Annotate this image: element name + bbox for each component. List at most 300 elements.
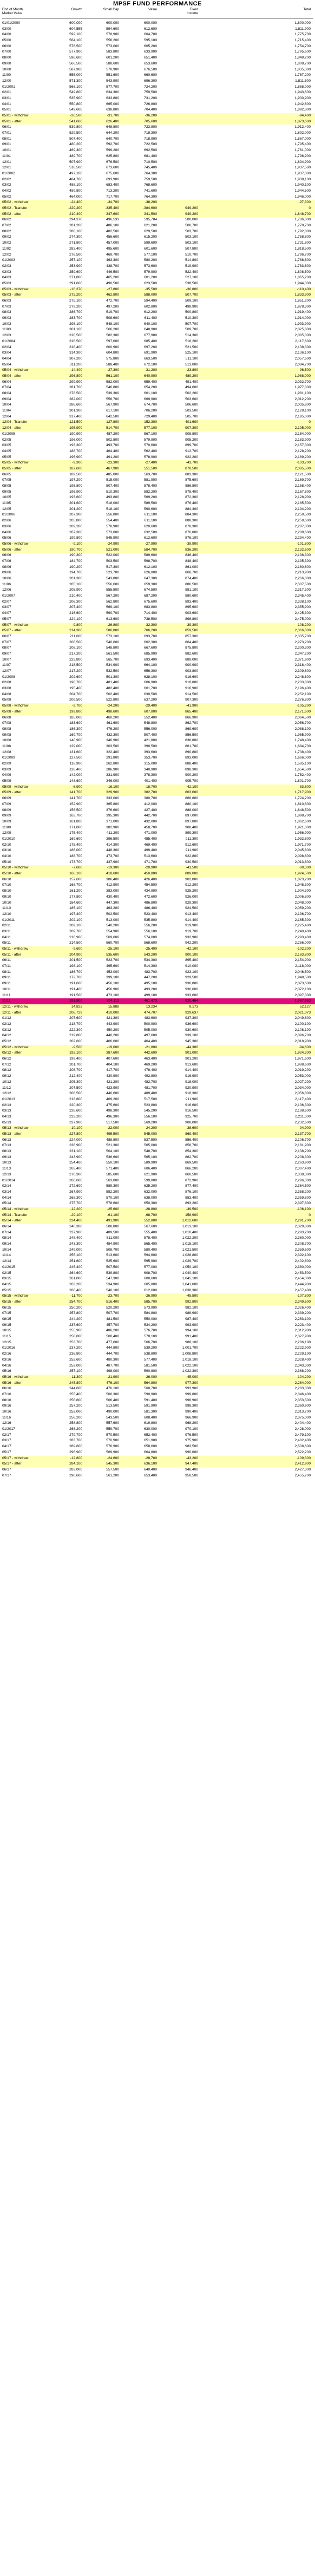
fixed-income-cell: -45,000 — [186, 1375, 198, 1379]
value-cell: 478,400 — [144, 1068, 157, 1073]
growth-cell: 550,800 — [69, 102, 82, 106]
total-cell: 2,353,500 — [294, 1398, 311, 1402]
total-cell: 1,811,500 — [295, 79, 311, 83]
growth-cell: 216,600 — [69, 611, 82, 616]
date-cell: 09/01 — [2, 142, 11, 147]
date-cell: 02/05 — [2, 437, 11, 442]
date-cell: 12/04 - after — [2, 426, 22, 430]
small-cap-cell: 480,300 — [106, 1357, 119, 1362]
table-row — [0, 697, 315, 703]
value-cell: 469,200 — [144, 1062, 157, 1067]
total-cell: 2,188,600 — [294, 1109, 311, 1113]
total-cell: 1,654,500 — [294, 767, 311, 772]
fixed-income-cell: 902,800 — [185, 877, 198, 881]
value-cell: 611,100 — [144, 519, 157, 523]
date-cell: 10/04 — [2, 403, 11, 407]
fixed-income-cell: 914,500 — [185, 692, 198, 696]
total-cell: 2,307,400 — [294, 1167, 311, 1171]
value-cell: 693,400 — [144, 657, 157, 662]
growth-cell: 541,600 — [69, 119, 82, 123]
growth-cell: 190,700 — [69, 547, 82, 552]
value-cell: 595,784 — [144, 218, 157, 222]
small-cap-cell: 573,100 — [106, 634, 119, 638]
date-cell: 01/2016 — [2, 1346, 15, 1350]
date-cell: 08/11 — [2, 970, 11, 974]
value-cell: 663,500 — [144, 356, 157, 361]
fixed-income-cell: 1,038,300 — [182, 1288, 198, 1292]
total-cell: 1,796,700 — [294, 252, 311, 257]
total-cell: 2,072,100 — [294, 987, 311, 991]
small-cap-cell: -335,400 — [104, 206, 119, 210]
table-row — [0, 148, 315, 154]
fixed-income-cell: 503,600 — [185, 397, 198, 401]
small-cap-cell: 504,100 — [106, 1149, 119, 1154]
value-cell: 650,300 — [144, 1201, 157, 1206]
table-row — [0, 605, 315, 611]
growth-cell: 576,500 — [69, 44, 82, 48]
date-cell: 06/08 — [2, 715, 11, 720]
small-cap-cell: 561,100 — [106, 374, 119, 378]
table-row — [0, 1473, 315, 1479]
date-cell: 09/03 — [2, 316, 11, 321]
table-row — [0, 234, 315, 240]
growth-cell: 252,000 — [69, 1410, 82, 1414]
small-cap-cell: 456,900 — [106, 987, 119, 991]
growth-cell: 194,700 — [69, 571, 82, 575]
total-cell: 1,868,000 — [294, 84, 311, 89]
total-cell: 2,428,000 — [294, 1427, 311, 1431]
fixed-income-cell: -41,500 — [186, 866, 198, 870]
value-cell: 489,400 — [144, 1091, 157, 1096]
header-total: Total — [303, 8, 311, 11]
table-row — [0, 755, 315, 761]
value-cell: 692,500 — [144, 148, 157, 153]
growth-cell: 216,900 — [69, 935, 82, 939]
fixed-income-cell: 888,300 — [185, 519, 198, 523]
growth-cell: 254,400 — [69, 1161, 82, 1165]
small-cap-cell: 523,700 — [106, 958, 119, 963]
date-cell: 09/08 — [2, 733, 11, 737]
date-cell: 04/16 — [2, 1363, 11, 1368]
small-cap-cell: 543,900 — [106, 79, 119, 83]
growth-cell: 298,100 — [69, 322, 82, 326]
total-cell: -97,300 — [298, 200, 311, 205]
fixed-income-cell: 505,700 — [185, 414, 198, 419]
small-cap-cell: 489,500 — [106, 1230, 119, 1234]
total-cell: 2,355,900 — [294, 605, 311, 610]
date-cell: 02/07 — [2, 599, 11, 604]
growth-cell: 201,600 — [69, 501, 82, 506]
date-cell: 01/2014 — [2, 1178, 15, 1182]
table-row — [0, 576, 315, 582]
fixed-income-cell: 1,012,600 — [182, 1219, 198, 1223]
growth-cell: 207,400 — [69, 605, 82, 610]
total-cell: 2,085,500 — [294, 466, 311, 470]
small-cap-cell: 496,300 — [106, 1114, 119, 1119]
growth-cell: 260,600 — [69, 1178, 82, 1182]
fixed-income-cell: 881,100 — [185, 588, 198, 592]
fixed-income-cell: 930,600 — [185, 1028, 198, 1032]
growth-cell: 223,800 — [69, 657, 82, 662]
growth-cell: 209,700 — [69, 929, 82, 933]
fixed-income-cell: 987,400 — [185, 1317, 198, 1321]
total-cell: 2,412,900 — [294, 1462, 311, 1466]
total-cell: 1,795,400 — [294, 142, 311, 147]
table-row — [0, 1375, 315, 1381]
value-cell: 659,400 — [144, 380, 157, 384]
total-cell: -106,100 — [296, 1207, 311, 1211]
total-cell: 1,977,300 — [294, 385, 311, 390]
small-cap-cell: 410,000 — [106, 1010, 119, 1015]
fixed-income-cell: 990,600 — [185, 1450, 198, 1454]
value-cell: 591,900 — [144, 1404, 157, 1408]
fixed-income-cell: 916,600 — [185, 1103, 198, 1107]
value-cell: 664,800 — [144, 1450, 157, 1454]
value-cell: 599,800 — [144, 1178, 157, 1182]
value-cell: 674,500 — [144, 588, 157, 592]
small-cap-cell: 498,300 — [106, 1109, 119, 1113]
table-row — [0, 1022, 315, 1028]
table-row — [0, 727, 315, 733]
fixed-income-cell: -42,100 — [186, 784, 198, 789]
value-cell: 601,200 — [144, 276, 157, 280]
total-cell: 2,475,000 — [294, 617, 311, 621]
small-cap-cell: 516,400 — [106, 1299, 119, 1304]
fixed-income-cell: 869,600 — [185, 727, 198, 731]
page-title: MPSF FUND PERFORMANCE — [113, 1, 202, 7]
date-cell: 01/2011 — [2, 918, 15, 922]
growth-cell: 261,000 — [69, 1277, 82, 1281]
small-cap-cell: -25,600 — [107, 1207, 119, 1211]
small-cap-cell: 491,900 — [106, 1219, 119, 1223]
small-cap-cell: 518,000 — [106, 501, 119, 506]
value-cell: 685,900 — [144, 651, 157, 656]
table-row — [0, 663, 315, 669]
total-cell: 2,045,600 — [294, 848, 311, 853]
value-cell: 340,900 — [144, 767, 157, 772]
date-cell: 05/09 - after — [2, 790, 22, 795]
table-row — [0, 946, 315, 952]
table-row — [0, 1369, 315, 1375]
table-row — [0, 1433, 315, 1439]
value-cell: 726,800 — [144, 102, 157, 106]
growth-cell: 199,800 — [69, 709, 82, 714]
table-row — [0, 1386, 315, 1392]
value-cell: -36,200 — [145, 114, 157, 117]
value-cell: 505,000 — [144, 1028, 157, 1032]
table-row — [0, 935, 315, 941]
total-cell: 0 — [309, 420, 311, 424]
fixed-income-cell: 922,200 — [185, 455, 198, 459]
date-cell: 02/01 — [2, 90, 11, 95]
small-cap-cell: 567,900 — [106, 403, 119, 407]
fixed-income-cell: 992,800 — [185, 1299, 198, 1304]
date-cell: 03/01 — [2, 96, 11, 100]
fixed-income-cell: 872,900 — [185, 1178, 198, 1182]
table-row — [0, 796, 315, 802]
date-cell: 06/14 — [2, 1225, 11, 1228]
value-cell: 517,500 — [144, 1097, 157, 1101]
small-cap-cell: 457,700 — [106, 1323, 119, 1327]
growth-cell: 257,100 — [69, 1369, 82, 1374]
fixed-income-cell: 893,000 — [185, 756, 198, 760]
total-cell: 2,338,100 — [294, 599, 311, 604]
fixed-income-cell: 522,400 — [185, 270, 198, 274]
table-row — [0, 1050, 315, 1056]
table-row — [0, 165, 315, 171]
small-cap-cell: 365,800 — [106, 802, 119, 806]
table-row — [0, 958, 315, 964]
date-cell: 12/08 — [2, 750, 11, 754]
total-cell: 0 — [309, 1213, 311, 1217]
value-cell: 471,000 — [144, 831, 157, 835]
value-cell: 589,600 — [144, 553, 157, 558]
small-cap-cell: 495,600 — [106, 964, 119, 969]
fixed-income-cell: 848,400 — [185, 559, 198, 563]
value-cell: 581,500 — [144, 1363, 157, 1368]
growth-cell: 168,700 — [69, 883, 82, 887]
table-row — [0, 512, 315, 518]
fixed-income-cell: 903,600 — [185, 611, 198, 616]
small-cap-cell: 481,400 — [106, 681, 119, 685]
table-row — [0, 420, 315, 426]
date-cell: 12/01 — [2, 160, 11, 164]
total-cell: 1,585,100 — [294, 762, 311, 766]
total-cell: 2,117,400 — [295, 1097, 311, 1101]
table-row — [0, 1288, 315, 1294]
total-cell: 2,211,300 — [295, 1114, 311, 1119]
fixed-income-cell: 929,637 — [185, 1010, 198, 1015]
date-cell: 05/16 — [2, 1369, 11, 1374]
date-cell: 09/07 — [2, 651, 11, 656]
value-cell: -28,700 — [145, 1456, 157, 1460]
small-cap-cell: 485,000 — [106, 472, 119, 476]
date-cell: 12/09 — [2, 831, 11, 835]
small-cap-cell: 498,000 — [106, 1369, 119, 1374]
growth-cell: 185,000 — [69, 715, 82, 720]
date-cell: 12/14 — [2, 1259, 11, 1264]
small-cap-cell: 481,500 — [106, 1317, 119, 1321]
small-cap-cell: 423,900 — [106, 1086, 119, 1090]
growth-cell: 161,800 — [69, 819, 82, 823]
fixed-income-cell: 939,100 — [185, 1034, 198, 1038]
fixed-income-cell: 901,000 — [185, 1051, 198, 1055]
date-cell: 05/05 — [2, 455, 11, 459]
date-cell: 10/13 — [2, 1161, 11, 1165]
value-cell: 590,800 — [144, 1369, 157, 1374]
value-cell: 768,600 — [144, 183, 157, 187]
total-cell: 2,347,200 — [294, 651, 311, 656]
growth-cell: 529,500 — [69, 131, 82, 135]
table-row — [0, 264, 315, 270]
fixed-income-cell: 503,700 — [185, 229, 198, 233]
fixed-income-cell: 890,800 — [185, 750, 198, 754]
small-cap-cell: 522,000 — [106, 553, 119, 558]
total-cell: 2,457,400 — [294, 1288, 311, 1292]
growth-cell: 252,600 — [69, 1357, 82, 1362]
value-cell: 412,000 — [144, 802, 157, 806]
table-row — [0, 888, 315, 894]
fixed-income-cell: 946,400 — [185, 1467, 198, 1472]
table-row — [0, 119, 315, 125]
small-cap-cell: 518,100 — [106, 507, 119, 511]
value-cell: 563,700 — [144, 472, 157, 476]
date-cell: 05/08 - withdraw — [2, 704, 29, 708]
small-cap-cell: 453,000 — [106, 970, 119, 974]
fixed-income-cell: 858,700 — [185, 1143, 198, 1148]
small-cap-cell: 640,700 — [106, 136, 119, 141]
value-cell: 710,500 — [144, 160, 157, 164]
growth-cell: 206,500 — [69, 640, 82, 644]
total-cell: 1,754,700 — [294, 44, 311, 48]
total-cell: 2,225,400 — [294, 924, 311, 928]
total-cell: 1,835,300 — [294, 67, 311, 71]
growth-cell: 169,600 — [69, 836, 82, 841]
value-cell: 704,400 — [144, 108, 157, 112]
date-cell: 11/14 — [2, 1253, 11, 1258]
fixed-income-cell: -38,600 — [186, 1126, 198, 1130]
fixed-income-cell: 930,800 — [185, 982, 198, 986]
fixed-income-cell: 158,900 — [185, 1213, 198, 1217]
small-cap-cell: 592,700 — [106, 142, 119, 147]
growth-cell: 263,400 — [69, 1167, 82, 1171]
fixed-income-cell: 502,200 — [185, 391, 198, 395]
small-cap-cell: 585,600 — [106, 1172, 119, 1176]
value-cell: 565,000 — [144, 1143, 157, 1148]
total-cell: 2,326,400 — [294, 1305, 311, 1310]
fixed-income-cell: 916,600 — [185, 675, 198, 679]
table-row — [0, 252, 315, 258]
fixed-income-cell: -41,900 — [186, 704, 198, 708]
growth-cell: 566,100 — [69, 84, 82, 89]
growth-cell: 283,000 — [69, 1467, 82, 1472]
fixed-income-cell: 868,800 — [185, 796, 198, 801]
fixed-income-cell: 976,500 — [185, 1433, 198, 1437]
fixed-income-cell: 494,600 — [185, 385, 198, 390]
date-cell: 08/06 — [2, 565, 11, 569]
value-cell: 495,100 — [144, 982, 157, 986]
growth-cell: 266,400 — [69, 1288, 82, 1292]
fixed-income-cell: 970,100 — [185, 1427, 198, 1431]
date-cell: 10/16 — [2, 1410, 11, 1414]
value-cell: 660,600 — [144, 73, 157, 77]
value-cell: 667,600 — [144, 646, 157, 650]
table-row — [0, 130, 315, 136]
small-cap-cell: 475,600 — [106, 1103, 119, 1107]
table-row — [0, 923, 315, 929]
total-cell: 2,404,400 — [294, 1421, 311, 1426]
fixed-income-cell: 977,300 — [185, 1381, 198, 1385]
total-cell: 1,684,700 — [294, 744, 311, 748]
total-cell: 0 — [309, 206, 311, 210]
table-row — [0, 240, 315, 246]
value-cell: 612,100 — [144, 565, 157, 569]
value-cell: 474,707 — [144, 1010, 157, 1015]
small-cap-cell: 467,900 — [106, 466, 119, 470]
date-cell: 07/13 — [2, 1143, 11, 1148]
total-cell: 2,098,800 — [294, 854, 311, 858]
date-cell: 07/16 — [2, 1392, 11, 1396]
date-cell: 12/10 — [2, 912, 11, 916]
total-cell: 2,289,600 — [294, 530, 311, 534]
growth-cell: 566,500 — [69, 61, 82, 66]
total-cell: 2,240,400 — [294, 929, 311, 933]
table-row — [0, 356, 315, 362]
total-cell: 2,057,600 — [294, 356, 311, 361]
date-cell: 03/09 — [2, 767, 11, 772]
table-row — [0, 541, 315, 547]
total-cell: 2,345,400 — [294, 594, 311, 598]
value-cell: 514,300 — [144, 964, 157, 969]
total-cell: 2,366,800 — [294, 629, 311, 633]
value-cell: 581,300 — [144, 1410, 157, 1414]
date-cell: 11/16 — [2, 1415, 11, 1420]
growth-cell: 464,000 — [69, 194, 82, 199]
fixed-income-cell: 865,400 — [185, 709, 198, 714]
value-cell: 722,500 — [144, 142, 157, 147]
value-cell: 497,600 — [144, 1034, 157, 1038]
total-cell: -110,400 — [297, 287, 311, 291]
value-cell: 683,800 — [144, 605, 157, 610]
total-cell: 2,167,800 — [294, 489, 311, 494]
growth-cell: 211,600 — [69, 634, 82, 638]
growth-cell: 210,400 — [69, 594, 82, 598]
date-cell: 09/02 — [2, 235, 11, 239]
table-row — [0, 327, 315, 333]
fixed-income-cell: 401,600 — [185, 420, 198, 424]
growth-cell: 198,100 — [69, 964, 82, 969]
small-cap-cell: 303,500 — [106, 744, 119, 748]
date-cell: 11/01 — [2, 154, 11, 158]
table-row — [0, 553, 315, 559]
value-cell: -152,300 — [142, 420, 157, 424]
table-row — [0, 675, 315, 681]
growth-cell: 507,900 — [69, 160, 82, 164]
value-cell: 573,600 — [144, 264, 157, 268]
growth-cell: 190,900 — [69, 431, 82, 436]
fixed-income-cell: 968,200 — [185, 1421, 198, 1426]
small-cap-cell: 563,000 — [106, 1178, 119, 1182]
date-cell: 02/03 — [2, 264, 11, 268]
fixed-income-cell: 866,200 — [185, 1167, 198, 1171]
small-cap-cell: 484,900 — [106, 1242, 119, 1246]
value-cell: 13,234 — [146, 1004, 157, 1009]
small-cap-cell: 573,000 — [106, 530, 119, 534]
growth-cell: 127,500 — [69, 756, 82, 760]
date-cell: 05/14 — [2, 1201, 11, 1206]
growth-cell: 276,500 — [69, 252, 82, 257]
growth-cell: 197,400 — [69, 912, 82, 916]
small-cap-cell: 550,100 — [106, 1161, 119, 1165]
value-cell: -26,900 — [145, 1294, 157, 1298]
small-cap-cell: 491,200 — [106, 455, 119, 459]
value-cell: 556,100 — [144, 929, 157, 933]
small-cap-cell: 486,100 — [106, 224, 119, 228]
growth-cell: 275,200 — [69, 293, 82, 297]
table-row — [0, 362, 315, 368]
total-cell: 1,921,000 — [294, 825, 311, 829]
total-cell: 2,522,200 — [294, 1450, 311, 1454]
date-cell: 10/10 — [2, 900, 11, 905]
total-cell: 1,873,600 — [294, 119, 311, 123]
date-cell: 05/16 - withdraw — [2, 1375, 29, 1379]
date-cell: 05/07 — [2, 617, 11, 621]
fixed-income-cell: 503,500 — [185, 409, 198, 413]
total-cell: 2,252,100 — [294, 692, 311, 696]
growth-cell: 267,900 — [69, 1189, 82, 1194]
fixed-income-cell: 945,300 — [185, 1039, 198, 1043]
fixed-income-cell: 990,400 — [185, 1410, 198, 1414]
